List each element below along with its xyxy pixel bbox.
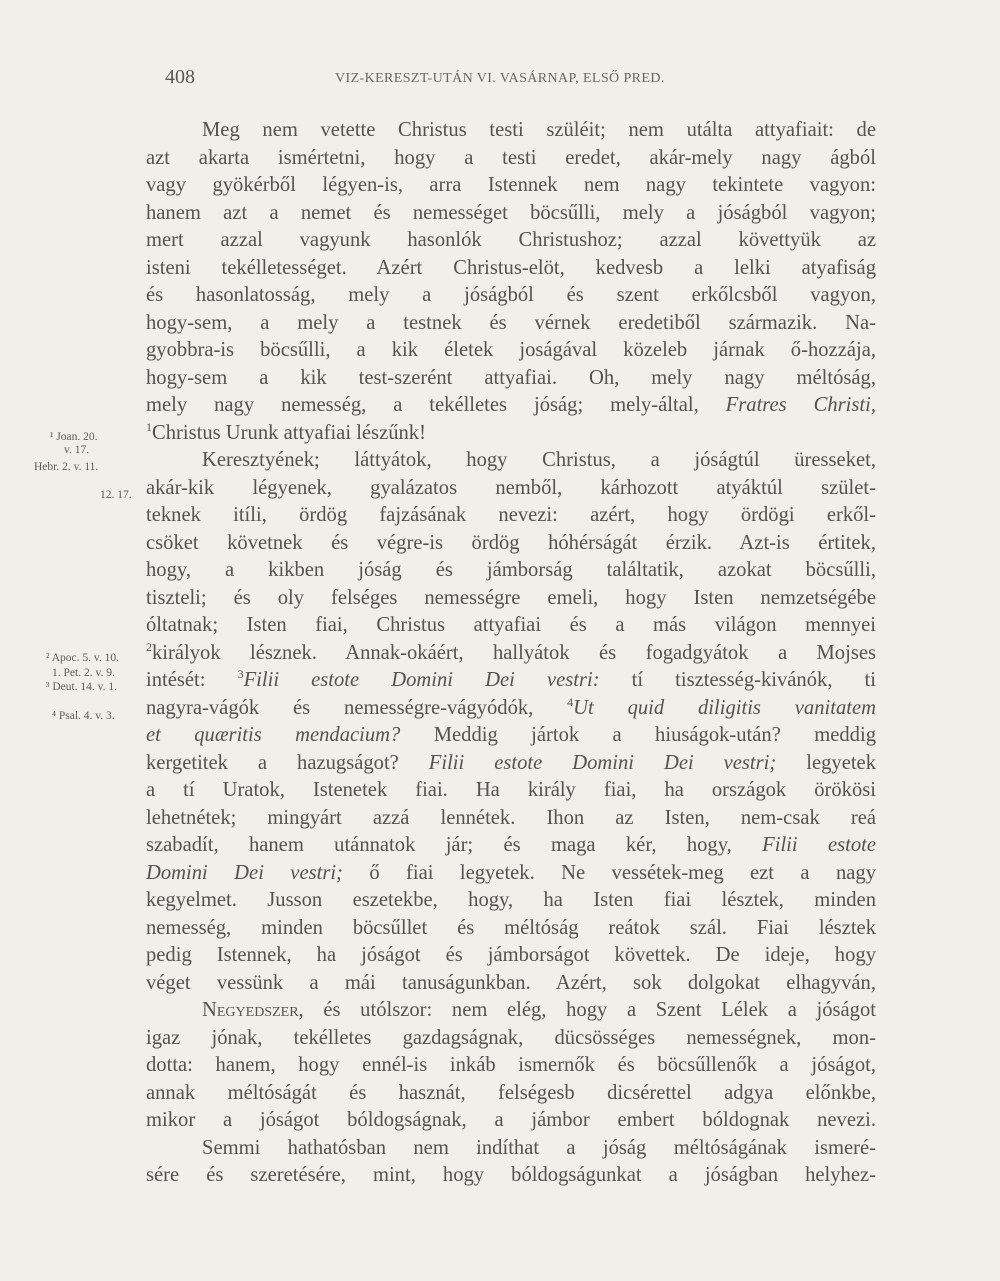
text-line: tiszteli; és oly felséges nemességre emeli, hogy Isten nemzetségébe (146, 586, 876, 609)
text-span: szabadít, hanem utánnatok jár; és maga kér, hogy, (146, 834, 732, 856)
footnote-mark: 3 (237, 667, 244, 681)
text-span: kergetitek a hazugságot? (146, 751, 399, 774)
footnote-mark: 4 (567, 694, 574, 709)
text-line: pedig Istennek, ha jóságot és jámborságot követtek. De ideje, hogy (146, 944, 876, 966)
text-span: legyetek (806, 751, 876, 774)
text-line: annak méltóságát és hasznát, felségesb dicsérettel adgya előnkbe, (146, 1081, 876, 1104)
margin-note: ² Apoc. 5. v. 10. (46, 652, 119, 664)
text-line: lehetnétek; mingyárt azzá lennétek. Ihon az Isten, nem-csak reá (146, 806, 876, 829)
text-span: Meddig jártok a hiuságok-után? meddig (433, 724, 876, 746)
latin-quote: Ut quid diligitis vanitatem (573, 696, 876, 719)
running-title: VIZ-KERESZT-UTÁN VI. VASÁRNAP, ELSŐ PRED. (335, 71, 665, 86)
margin-note: 1. Pet. 2. v. 9. (52, 667, 115, 679)
margin-note: ¹ Joan. 20. (50, 431, 98, 443)
text-line: gyobbra-is böcsűlli, a kik életek joságával közeleb járnak ő-hozzája, (146, 339, 876, 361)
text-line: Semmi hathatósban nem indíthat a jóság méltóságának ismeré- (202, 1136, 876, 1159)
text-line: hogy, a kikben jóság és jámborság találtatik, azokat böcsűlli, (146, 559, 876, 581)
text-span: tí tisztesség-kivánók, ti (631, 669, 876, 691)
latin-quote: Filii estote Domini Dei vestri; (428, 751, 777, 774)
margin-note: ⁴ Psal. 4. v. 3. (52, 710, 115, 722)
text-span: mely nagy nemesség, a tekélletes jóság; mely-által, (146, 394, 699, 416)
text-line (146, 640, 876, 668)
text-line (146, 392, 876, 420)
text-line (146, 695, 876, 723)
text-line: dotta: hanem, hogy ennél-is inkáb ismernők és böcsűllenők a jóságot, (146, 1054, 876, 1076)
text-line: hogy-sem, a mely a testnek és vérnek eredetiből származik. Na- (146, 311, 876, 334)
latin-quote: Filii estote (762, 834, 876, 856)
text-line: teknek itíli, ördög fajzásának nevezi: azért, hogy ördögi erkől- (146, 504, 876, 526)
text-line (146, 860, 876, 888)
body-text (146, 117, 876, 1190)
margin-note: 12. 17. (100, 489, 132, 501)
page-header (150, 66, 880, 88)
text-line (146, 667, 876, 695)
text-line: véget vessünk a mái tanuságunkban. Azért, sok dolgokat elhagyván, (146, 971, 876, 994)
footnote-mark: 2 (146, 639, 152, 654)
text-span: Christus Urunk attyafiai lészűnk! (152, 421, 426, 444)
text-line: kegyelmet. Jusson eszetekbe, hogy, ha Isten fiai lésztek, minden (146, 889, 876, 911)
page-number: 408 (165, 66, 195, 88)
margin-notes (0, 0, 150, 1281)
text-line (146, 722, 876, 750)
latin-quote: Domini Dei vestri; (146, 861, 343, 884)
text-line (146, 997, 876, 1025)
text-line: sére és szeretésére, mint, hogy bóldogságunkat a jóságban helyhez- (146, 1164, 876, 1186)
text-line: mikor a jóságot bóldogságnak, a jámbor embert bóldognak nevezi. (146, 1109, 876, 1131)
text-span: intését: (146, 669, 206, 691)
text-line: mert azzal vagyunk hasonlók Christushoz; azzal követtyük az (146, 229, 876, 251)
text-line: a tí Uratok, Istenetek fiai. Ha király fiai, ha országok örökösi (146, 779, 876, 801)
section-label: Negyedszer, (202, 999, 304, 1021)
text-line: csöket követnek és végre-is ördög hóhérságát érzik. Azt-is értitek, (146, 531, 876, 554)
text-line: Keresztyének; láttyátok, hogy Christus, a jóságtúl üresseket, (202, 449, 876, 471)
text-line: igaz jónak, tekélletes gazdagságnak, dücsösséges nemességnek, mon- (146, 1026, 876, 1049)
text-line: azt akarta ismértetni, hogy a testi eredet, akár-mely nagy ágból (146, 146, 876, 169)
text-span: nagyra-vágók és nemességre-vágyódók, (146, 696, 534, 719)
text-line: Meg nem vetette Christus testi szüléit; nem utálta attyafiait: de (202, 119, 876, 141)
text-line: isteni tekélletességet. Azért Christus-elöt, kedvesb a lelki atyafiság (146, 256, 876, 279)
latin-quote: Fratres Christi, (725, 394, 876, 416)
text-line (146, 420, 876, 448)
margin-note: v. 17. (64, 444, 90, 456)
footnote-mark: 1 (146, 419, 152, 434)
text-line (146, 750, 876, 778)
text-line: vagy gyökérből légyen-is, arra Istennek nem nagy tekintete vagyon: (146, 174, 876, 196)
margin-note: ³ Deut. 14. v. 1. (46, 681, 118, 693)
text-line: hogy-sem a kik test-szerént attyafiai. Oh, mely nagy méltóság, (146, 366, 876, 389)
latin-quote: Filii estote Domini Dei vestri: (243, 669, 600, 691)
text-line: nemesség, minden böcsűllet és méltóság reátok szál. Fiai lésztek (146, 916, 876, 939)
margin-note: Hebr. 2. v. 11. (34, 461, 99, 473)
text-span: királyok lésznek. Annak-okáért, hallyátok és fogadgyátok a Mojses (152, 641, 876, 664)
text-line: hanem azt a nemet és nemességet böcsűlli, mely a jóságból vagyon; (146, 201, 876, 224)
latin-quote: et quæritis mendacium? (146, 724, 401, 746)
text-line (146, 832, 876, 860)
text-line: akár-kik légyenek, gyalázatos nemből, kárhozott atyáktúl szület- (146, 476, 876, 499)
text-span: ő fiai legyetek. Ne vessétek-meg ezt a nagy (369, 861, 876, 884)
text-span: és utólszor: nem elég, hogy a Szent Lélek a jóságot (323, 999, 876, 1021)
text-line: óltatnak; Isten fiai, Christus attyafiai és a más világon mennyei (146, 614, 876, 636)
text-line: és hasonlatosság, mely a jóságból és szent erkőlcsből vagyon, (146, 284, 876, 306)
